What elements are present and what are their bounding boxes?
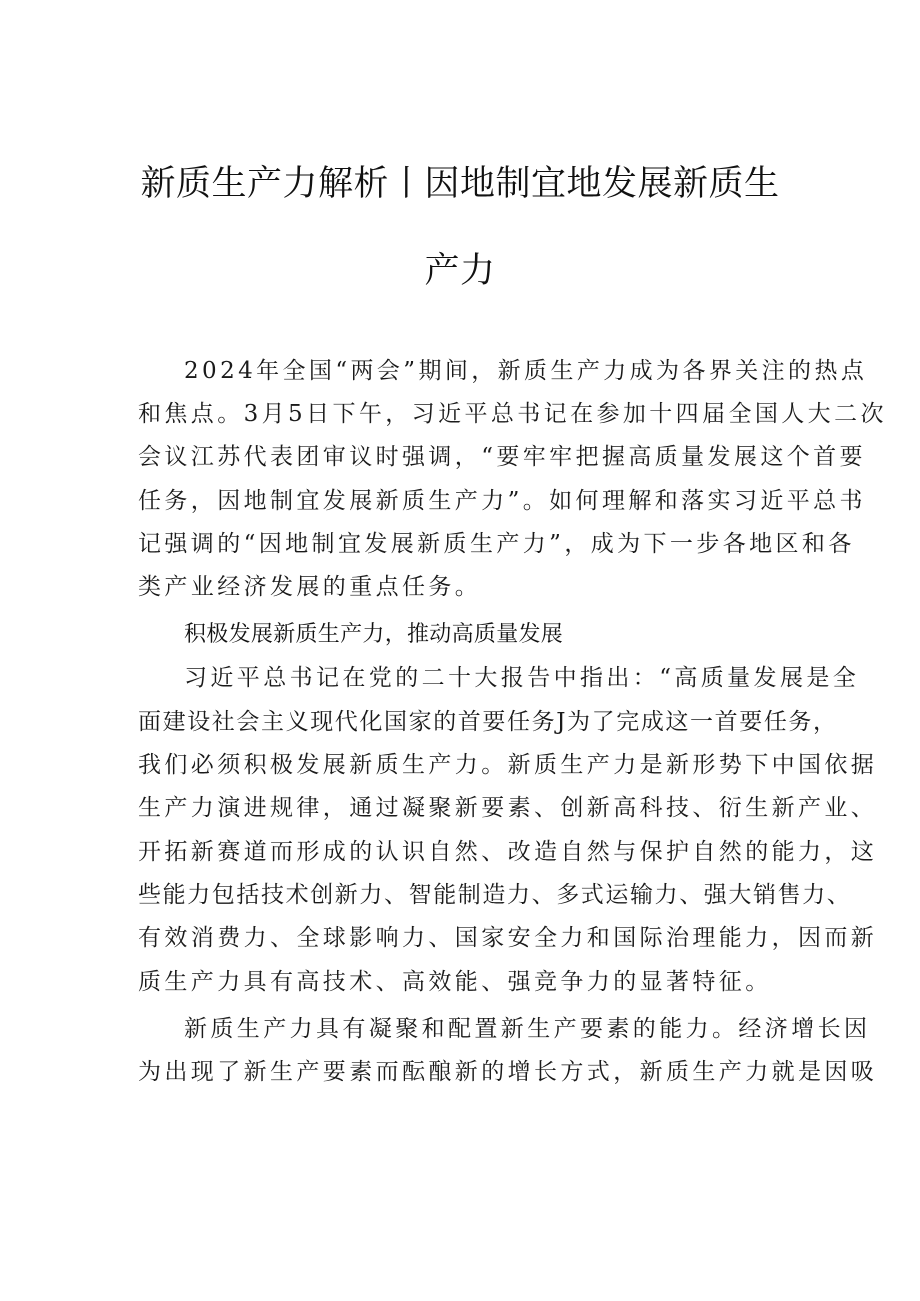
paragraph-2-line: 开拓新赛道而形成的认识自然、改造自然与保护自然的能力，这 <box>138 839 878 865</box>
paragraph-1-line: 会议江苏代表团审议时强调，“要牢牢把握高质量发展这个首要 <box>138 444 866 470</box>
paragraph-1-line: 2024年全国“两会”期间，新质生产力成为各界关注的热点 <box>184 358 868 384</box>
paragraph-1-line: 任务，因地制宜发展新质生产力”。如何理解和落实习近平总书 <box>138 488 866 514</box>
section-heading: 积极发展新质生产力，推动高质量发展 <box>184 622 564 647</box>
paragraph-2-line: 有效消费力、全球影响力、国家安全力和国际治理能力，因而新 <box>138 925 878 951</box>
paragraph-2-line: 面建设社会主义现代化国家的首要任务J为了完成这一首要任务， <box>138 709 838 735</box>
document-title-line-1: 新质生产力解析丨因地制宜地发展新质生 <box>140 164 780 204</box>
paragraph-2-line: 些能力包括技术创新力、智能制造力、多式运输力、强大销售力、 <box>138 882 852 908</box>
paragraph-2-line: 生产力演进规律，通过凝聚新要素、创新高科技、衍生新产业、 <box>138 795 878 821</box>
paragraph-2-line: 习近平总书记在党的二十大报告中指出：“高质量发展是全 <box>184 665 860 691</box>
paragraph-1-line: 记强调的“因地制宜发展新质生产力”，成为下一步各地区和各 <box>138 531 855 557</box>
paragraph-1-line: 类产业经济发展的重点任务。 <box>138 574 482 600</box>
document-title-line-2: 产力 <box>424 251 496 291</box>
paragraph-1-line: 和焦点。3月5日下午，习近平总书记在参加十四届全国人大二次 <box>138 401 887 427</box>
paragraph-3-line: 新质生产力具有凝聚和配置新生产要素的能力。经济增长因 <box>184 1016 871 1042</box>
paragraph-2-line: 质生产力具有高技术、高效能、强竞争力的显著特征。 <box>138 969 772 995</box>
paragraph-3-line: 为出现了新生产要素而酝酿新的增长方式，新质生产力就是因吸 <box>138 1059 878 1085</box>
paragraph-2-line: 我们必须积极发展新质生产力。新质生产力是新形势下中国依据 <box>138 752 878 778</box>
